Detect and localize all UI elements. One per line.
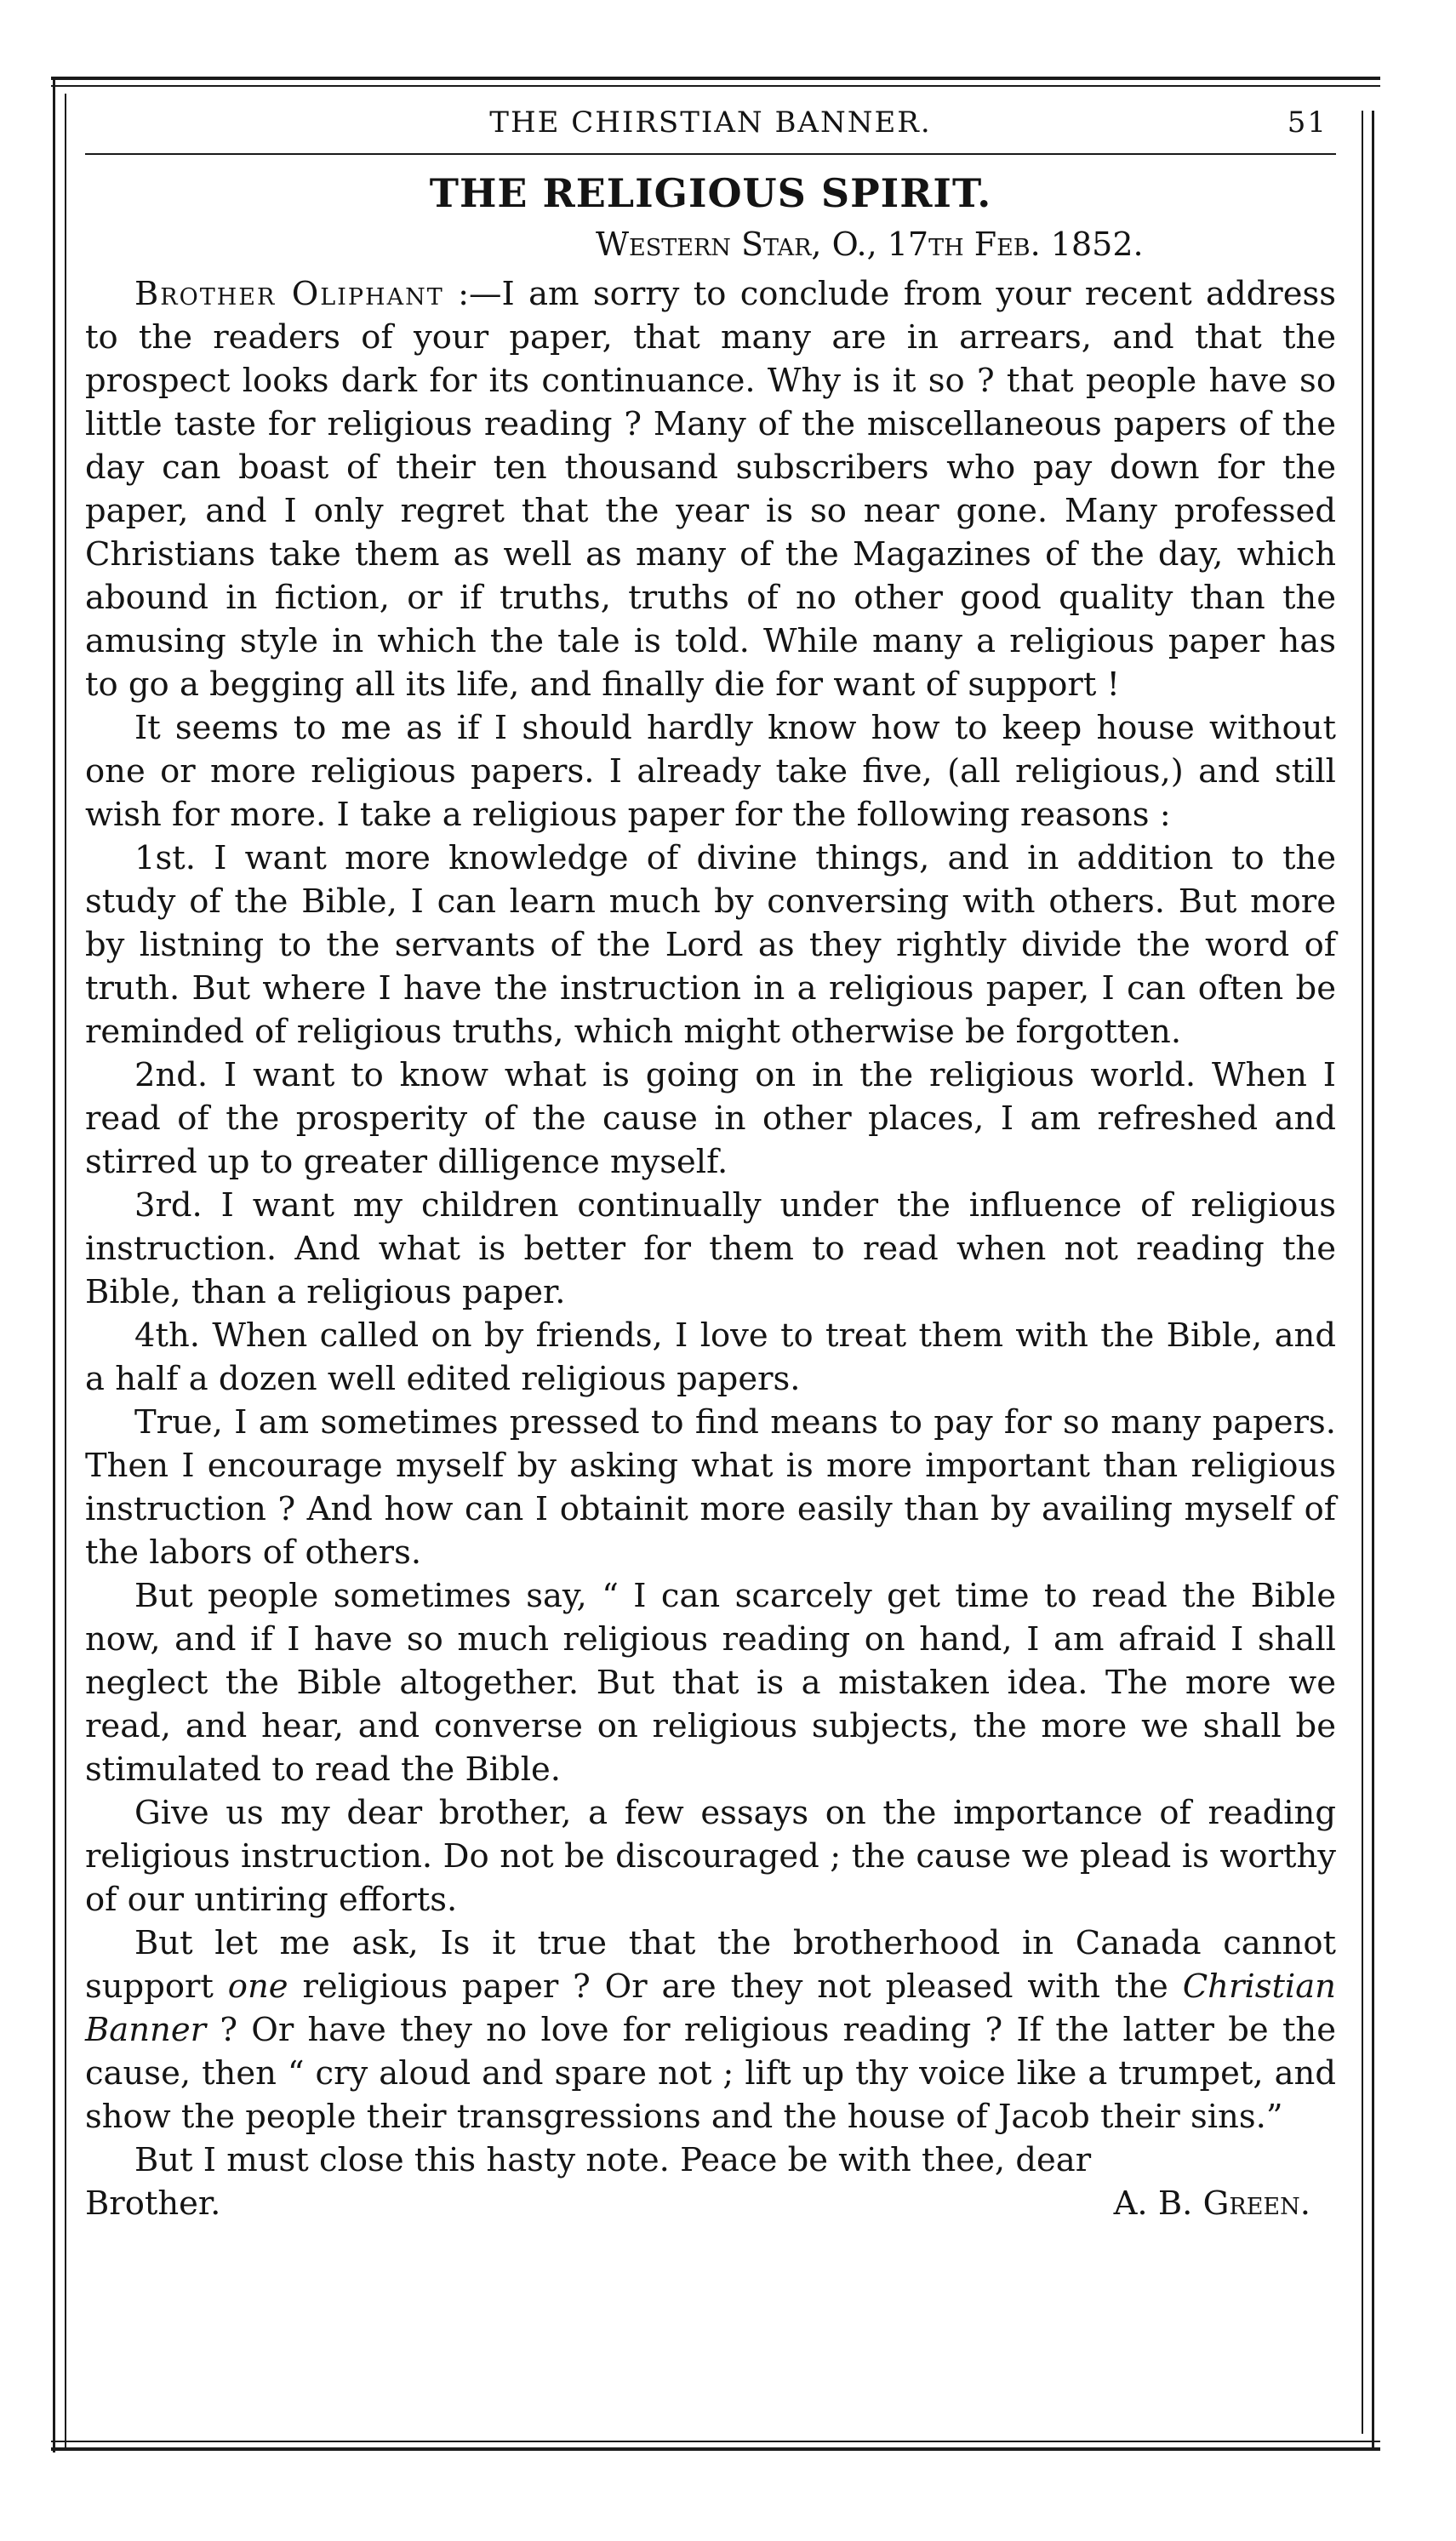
emphasis-christian-banner: Christian Banner (85, 1967, 1336, 2049)
dateline (85, 223, 1336, 266)
frame-bottom-rule-thick (51, 2447, 1380, 2451)
closing-word: Brother. (85, 2184, 221, 2223)
dateline-text: Western Star, O., 17th Feb. 1852. (596, 226, 1144, 263)
header-rule (85, 153, 1336, 155)
frame-left-rule-inner (65, 94, 66, 2451)
frame-top-rule-thin (51, 85, 1380, 87)
paragraph-10-part-a: But let me ask, Is it true that the brotherhood in Canada cannot support (85, 1924, 1336, 2006)
paragraph-1 (85, 272, 1336, 706)
frame-right-rule (1372, 111, 1374, 2451)
paragraph-10-part-b: religious paper ? Or are they not pleased with the (302, 1967, 1168, 2006)
page (85, 94, 1336, 2225)
paragraph-5: 3rd. I want my children continually under the influence of religious instruction. And what is better for them to read when not reading the Bible, than a religious paper. (85, 1186, 1336, 1311)
paragraph-2: It seems to me as if I should hardly know how to keep house without one or more religious papers. I already take five, (all religious,) and still wish for more. I take a religious paper for the following reasons : (85, 709, 1336, 834)
article (85, 170, 1336, 2225)
article-title: THE RELIGIOUS SPIRIT. (429, 170, 992, 216)
paragraph-4: 2nd. I want to know what is going on in the religious world. When I read of the prosperity of the cause in other places, I am refreshed and stirred up to greater dilligence myself. (85, 1056, 1336, 1181)
signature: A. B. Green. (1113, 2184, 1310, 2223)
paragraph-8: But people sometimes say, “ I can scarcely get time to read the Bible now, and if I have so much religious reading on hand, I am afraid I shall neglect the Bible altogether. But that is a mistaken idea. The more we read, and hear, and converse on religious subjects, the more we shall be stimulated to read the Bible. (85, 1577, 1336, 1789)
salutation: Brother Oliphant (134, 275, 444, 313)
paragraph-11: But I must close this hasty note. Peace be with thee, dear (134, 2141, 1092, 2179)
paragraph-7: True, I am sometimes pressed to find means to pay for so many papers. Then I encourage myself by asking what is more important than religious instruction ? And how can I obtainit more easily than by availing myself of the labors of others. (85, 1403, 1336, 1572)
paragraph-1-text: :—I am sorry to conclude from your recent address to the readers of your paper, that many are in arrears, and that the prospect looks dark for its continuance. Why is it so ? that people have so little taste for religious reading ? Many of the miscellaneous papers of the day can boast of their ten thousand subscribers who pay down for the paper, and I only regret that the year is so near gone. Many professed Christians take them as well as many of the Magazines of the day, which abound in fiction, or if truths, truths of no other good quality than the amusing style in which the tale is told. While many a religious paper has to go a begging all its life, and finally die for want of support ! (85, 275, 1336, 704)
paragraph-3: 1st. I want more knowledge of divine things, and in addition to the study of the Bible, I can learn much by conversing with others. But more by listning to the servants of the Lord as they rightly divide the word of truth. But where I have the instruction in a religious paper, I can often be reminded of religious truths, which might otherwise be forgotten. (85, 839, 1336, 1051)
page-number: 51 (1287, 106, 1328, 140)
frame-bottom-rule (51, 2441, 1380, 2442)
paragraph-9: Give us my dear brother, a few essays on the importance of reading religious instruction. Do not be discouraged ; the cause we plead is worthy of our untiring efforts. (85, 1794, 1336, 1919)
journal-title: THE CHIRSTIAN BANNER. (489, 106, 932, 140)
paragraph-6: 4th. When called on by friends, I love to treat them with the Bible, and a half a dozen well edited religious papers. (85, 1316, 1336, 1398)
emphasis-one: one (227, 1967, 288, 2006)
paragraph-10-part-c: ? Or have they no love for religious reading ? If the latter be the cause, then “ cry aloud and spare not ; lift up thy voice like a trumpet, and show the people their transgressions and the house of Jacob their sins.” (85, 2011, 1336, 2136)
paragraph-10 (85, 1921, 1336, 2138)
running-head (85, 94, 1336, 153)
frame-right-rule-inner (1362, 111, 1363, 2434)
signoff (85, 2182, 1336, 2225)
frame-left-rule (53, 78, 55, 2452)
frame-top-rule (51, 77, 1380, 80)
